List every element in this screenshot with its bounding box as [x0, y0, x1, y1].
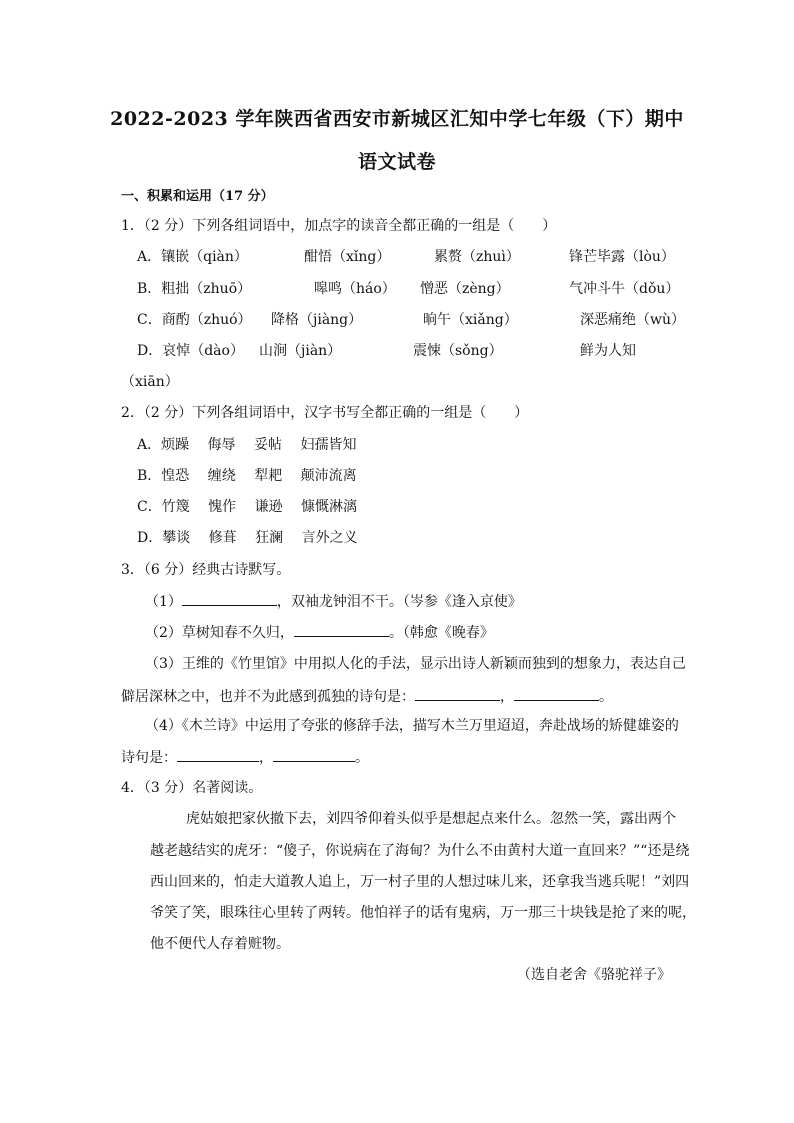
q1-option-a-4: 锋芒毕露（lòu）	[569, 249, 675, 265]
exam-title-line1: 2022-2023 学年陕西省西安市新城区汇知中学七年级（下）期中	[110, 108, 684, 130]
q2-stem: 2．（2 分）下列各组词语中，汉字书写全都正确的一组是（ ）	[121, 405, 529, 421]
q3-sub1-number: （1）	[145, 594, 182, 610]
q3-sub2	[145, 622, 494, 643]
q4-passage-line2: 越老越结实的虎牙：“傻子，你说病在了海甸？为什么不由黄村大道一直回来？”“还是绕	[150, 843, 690, 859]
q4-stem: 4．（3 分）名著阅读。	[121, 780, 263, 796]
q3-sub4-comma: ，	[259, 750, 273, 766]
q3-sub3-blank-1[interactable]	[415, 686, 500, 701]
q4-passage-line3: 西山回来的，怕走大道教人追上，万一村子里的人想过味儿来，还拿我当逃兵呢！”刘四	[150, 874, 690, 890]
q3-sub1-blank[interactable]	[182, 591, 277, 606]
q3-sub4-blank-2[interactable]	[273, 747, 355, 762]
q2-option-a: A．烦躁 侮辱 妥帖 妇孺皆知	[137, 437, 357, 453]
q1-option-c-4: 深恶痛绝（wù）	[580, 312, 685, 328]
q3-sub2-blank[interactable]	[294, 622, 389, 637]
q3-sub4-text: 诗句是：	[121, 750, 177, 766]
q1-option-c-2: 降格（jiàng）	[271, 312, 363, 328]
q3-sub1	[145, 591, 522, 612]
q4-source: （选自老舍《骆驼祥子》	[517, 967, 671, 983]
q1-option-c-1: C．商酌（zhuó）	[137, 312, 252, 328]
q1-option-d-1: D．哀悼（dào）	[137, 343, 244, 359]
q3-sub2-source: 。（韩愈《晚春》	[388, 625, 494, 641]
q3-sub4-line1: （4）《木兰诗》中运用了夸张的修辞手法，描写木兰万里迢迢，奔赴战场的矫健雄姿的	[145, 718, 679, 734]
q3-sub1-text: ，双袖龙钟泪不干。（岑参《逢入京使》	[276, 594, 522, 610]
q3-sub3-text: 僻居深林之中，也并不为此感到孤独的诗句是：	[121, 689, 415, 705]
q1-option-b-3: 憎恶（zèng）	[420, 281, 510, 297]
q2-option-b: B．惶恐 缠绕 犁耙 颠沛流离	[137, 468, 357, 484]
q3-sub4-line2	[121, 747, 369, 768]
q4-passage-line5: 他不便代人存着赃物。	[150, 936, 290, 952]
q3-sub3-blank-2[interactable]	[514, 686, 599, 701]
q3-sub2-text: （2）草树知春不久归，	[145, 625, 294, 641]
section-heading: 一、积累和运用（17 分）	[121, 189, 274, 204]
q1-option-b-2: 嗥鸣（háo）	[314, 281, 396, 297]
q4-passage-line1: 虎姑娘把家伙撤下去，刘四爷仰着头似乎是想起点来什么。忽然一笑，露出两个	[186, 811, 676, 827]
q1-stem: 1．（2 分）下列各组词语中，加点字的读音全都正确的一组是（ ）	[121, 218, 557, 234]
q1-option-b-1: B．粗拙（zhuō）	[137, 281, 252, 297]
q1-option-a-1: A．镶嵌（qiàn）	[137, 249, 248, 265]
q2-option-d: D．攀谈 修葺 狂澜 言外之义	[137, 530, 358, 546]
q1-option-c-3: 晌午（xiǎng）	[423, 312, 518, 328]
q1-option-a-3: 累赘（zhuì）	[434, 249, 520, 265]
q3-sub3-line1: （3）王维的《竹里馆》中用拟人化的手法，显示出诗人新颖而独到的想象力，表达自己	[145, 656, 686, 672]
q1-option-d-wrap: （xiān）	[121, 374, 179, 390]
q1-option-b-4: 气冲斗牛（dǒu）	[569, 281, 680, 297]
q3-stem: 3．（6 分）经典古诗默写。	[121, 562, 291, 578]
q1-option-d-2: 山涧（jiàn）	[259, 343, 342, 359]
q3-sub3-comma: ，	[500, 689, 514, 705]
q3-sub3-period: 。	[599, 689, 613, 705]
q1-option-a-2: 酣悟（xǐng）	[304, 249, 391, 265]
q4-passage-line4: 爷笑了笑，眼珠往心里转了两转。他怕祥子的话有鬼病，万一那三十块钱是抢了来的呢，	[150, 905, 696, 921]
q3-sub4-period: 。	[355, 750, 369, 766]
q1-option-d-4: 鲜为人知	[580, 343, 636, 359]
exam-title-line2: 语文试卷	[357, 151, 436, 173]
q3-sub3-line2	[121, 686, 613, 707]
q1-option-d-3: 震悚（sǒng）	[413, 343, 503, 359]
q2-option-c: C．竹篾 愧作 谦逊 慷慨淋漓	[137, 499, 358, 515]
q3-sub4-blank-1[interactable]	[177, 747, 259, 762]
